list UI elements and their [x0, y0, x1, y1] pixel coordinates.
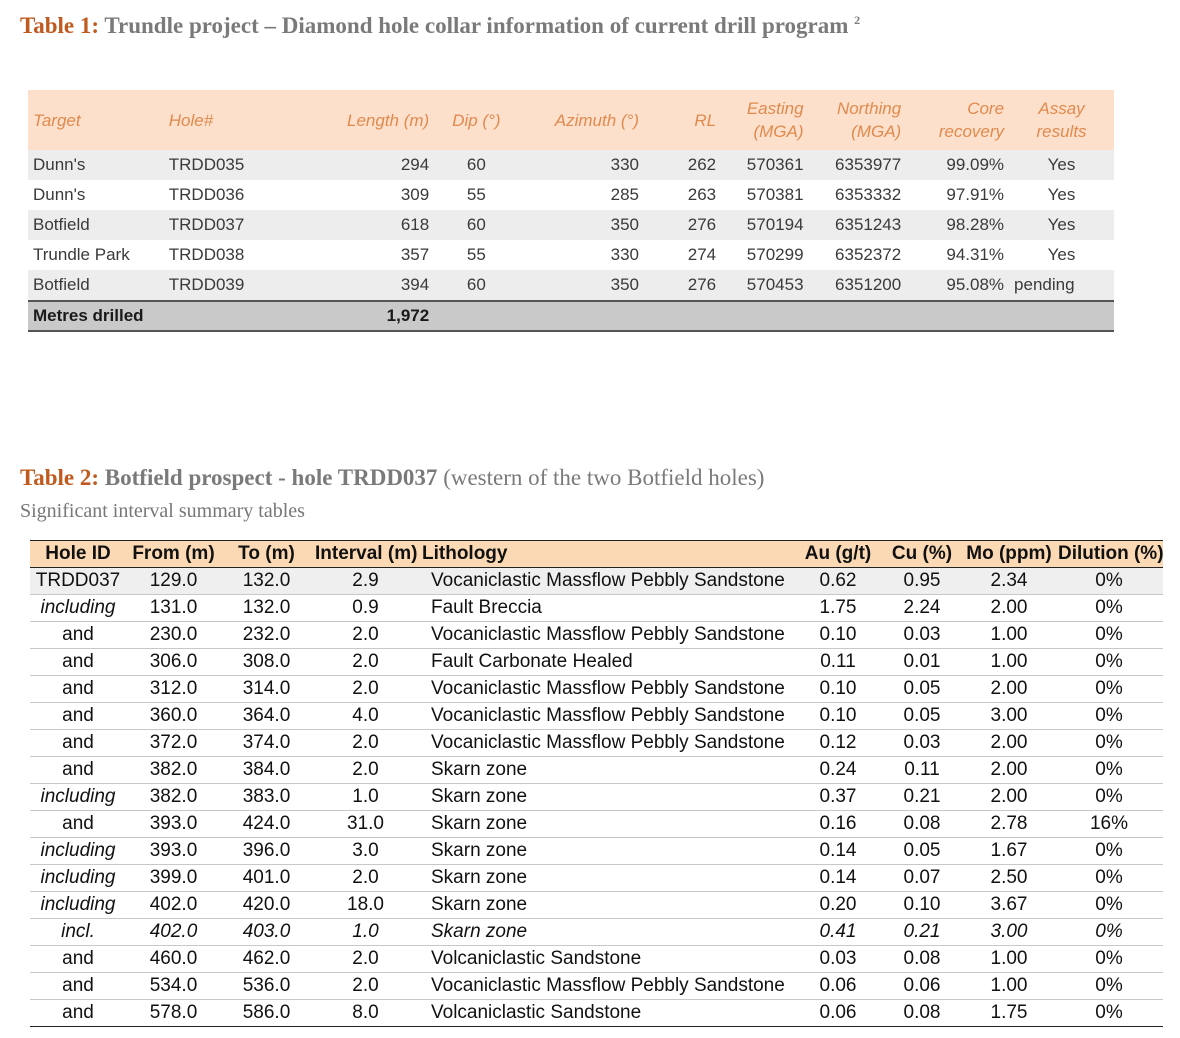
interval-cell: 462.0 — [221, 946, 312, 973]
interval-header-cell: From (m) — [126, 541, 221, 568]
interval-cell: 18.0 — [312, 892, 419, 919]
interval-cell: 2.24 — [881, 595, 963, 622]
interval-cell: 0.12 — [795, 730, 881, 757]
interval-cell: 401.0 — [221, 865, 312, 892]
interval-cell: 132.0 — [221, 595, 312, 622]
interval-cell: Skarn zone — [419, 757, 795, 784]
collar-cell: pending — [1009, 270, 1114, 301]
interval-cell: 0% — [1055, 973, 1163, 1000]
collar-cell: 262 — [644, 150, 721, 180]
table-row — [30, 676, 1163, 703]
interval-cell: 0.16 — [795, 811, 881, 838]
table-row — [28, 210, 1114, 240]
interval-cell: 0.03 — [881, 730, 963, 757]
collar-cell: 95.08% — [906, 270, 1009, 301]
interval-header-row — [30, 541, 1163, 568]
interval-cell: 0.11 — [881, 757, 963, 784]
interval-cell: 0.41 — [795, 919, 881, 946]
collar-cell: TRDD037 — [164, 210, 287, 240]
interval-cell: and — [30, 730, 126, 757]
interval-cell: 312.0 — [126, 676, 221, 703]
interval-cell: 2.0 — [312, 676, 419, 703]
table-row — [30, 919, 1163, 946]
collar-header-cell: Target — [28, 90, 164, 150]
interval-cell: 0% — [1055, 757, 1163, 784]
collar-cell: 6351243 — [809, 210, 907, 240]
interval-cell: 1.0 — [312, 919, 419, 946]
interval-cell: 8.0 — [312, 1000, 419, 1027]
collar-header-cell: Hole# — [164, 90, 287, 150]
interval-header-cell: Lithology — [419, 541, 795, 568]
interval-cell: 16% — [1055, 811, 1163, 838]
interval-cell: 2.00 — [963, 676, 1055, 703]
interval-cell: 374.0 — [221, 730, 312, 757]
interval-header-cell: Mo (ppm) — [963, 541, 1055, 568]
collar-cell: 55 — [466, 185, 486, 204]
interval-cell: 0% — [1055, 1000, 1163, 1027]
collar-cell: 309 — [400, 185, 430, 204]
interval-cell: 1.00 — [963, 946, 1055, 973]
interval-cell: 382.0 — [126, 757, 221, 784]
collar-header-cell: RL — [644, 90, 721, 150]
interval-cell: 0% — [1055, 919, 1163, 946]
interval-cell: 2.34 — [963, 568, 1055, 595]
interval-cell: 4.0 — [312, 703, 419, 730]
interval-cell: 0% — [1055, 649, 1163, 676]
interval-cell: Vocaniclastic Massflow Pebbly Sandstone — [419, 622, 795, 649]
table-row — [28, 180, 1114, 210]
collar-cell: Dunn's — [28, 150, 164, 180]
interval-cell: 0% — [1055, 946, 1163, 973]
interval-cell: 0.08 — [881, 946, 963, 973]
interval-cell: and — [30, 973, 126, 1000]
collar-cell: Dunn's — [33, 185, 86, 204]
interval-cell: 578.0 — [126, 1000, 221, 1027]
interval-cell: 2.00 — [963, 784, 1055, 811]
interval-cell: 396.0 — [221, 838, 312, 865]
table1-title-text: Trundle project – Diamond hole collar information of current drill program — [104, 13, 849, 38]
interval-cell: 0.10 — [795, 622, 881, 649]
interval-cell: 2.0 — [312, 622, 419, 649]
interval-cell: Volcaniclastic Sandstone — [419, 946, 795, 973]
interval-cell: 0.62 — [795, 568, 881, 595]
interval-cell: 0.14 — [795, 838, 881, 865]
interval-cell: 424.0 — [221, 811, 312, 838]
interval-cell: Skarn zone — [419, 838, 795, 865]
collar-cell: TRDD036 — [168, 185, 245, 204]
table-row — [30, 622, 1163, 649]
interval-header-cell: Cu (%) — [881, 541, 963, 568]
interval-cell: including — [30, 892, 126, 919]
collar-cell: 6351200 — [809, 270, 907, 301]
interval-cell: 0% — [1055, 838, 1163, 865]
interval-cell: and — [30, 757, 126, 784]
interval-cell: 0% — [1055, 730, 1163, 757]
interval-cell: 3.67 — [963, 892, 1055, 919]
table-row — [28, 270, 1114, 301]
collar-cell: 274 — [687, 245, 717, 264]
interval-cell: Fault Carbonate Healed — [419, 649, 795, 676]
interval-header-cell: To (m) — [221, 541, 312, 568]
total-label: Metres drilled — [28, 301, 287, 331]
collar-header-cell: Assay results — [1009, 90, 1114, 150]
collar-cell: 294 — [287, 150, 434, 180]
interval-cell: 2.78 — [963, 811, 1055, 838]
interval-cell: 3.00 — [963, 919, 1055, 946]
total-row — [28, 301, 1114, 331]
collar-cell: TRDD038 — [168, 245, 245, 264]
interval-cell: and — [30, 1000, 126, 1027]
table-row — [30, 865, 1163, 892]
interval-cell: 0.06 — [795, 973, 881, 1000]
collar-cell: 276 — [644, 270, 721, 301]
interval-cell: 2.00 — [963, 595, 1055, 622]
interval-cell: and — [30, 649, 126, 676]
collar-cell: 263 — [687, 185, 717, 204]
collar-cell: Botfield — [28, 210, 164, 240]
interval-cell: 2.0 — [312, 865, 419, 892]
interval-cell: 403.0 — [221, 919, 312, 946]
interval-cell: Skarn zone — [419, 784, 795, 811]
interval-cell: 0.37 — [795, 784, 881, 811]
table-row — [28, 150, 1114, 180]
collar-cell: 285 — [610, 185, 639, 204]
interval-cell: 232.0 — [221, 622, 312, 649]
collar-cell: Yes — [1009, 210, 1114, 240]
interval-cell: and — [30, 676, 126, 703]
table2-label: Table 2: — [20, 465, 100, 490]
interval-cell: 31.0 — [312, 811, 419, 838]
interval-cell: Skarn zone — [419, 892, 795, 919]
interval-cell: 0.01 — [881, 649, 963, 676]
interval-cell: 393.0 — [126, 811, 221, 838]
collar-cell: 350 — [519, 270, 644, 301]
interval-cell: 0% — [1055, 595, 1163, 622]
table-row — [30, 568, 1163, 595]
collar-cell: Yes — [1009, 150, 1114, 180]
table-row — [30, 946, 1163, 973]
interval-cell: 2.0 — [312, 649, 419, 676]
interval-cell: 0.10 — [881, 892, 963, 919]
collar-cell: 570361 — [721, 150, 808, 180]
collar-cell: Yes — [1047, 245, 1076, 264]
collar-cell: 6352372 — [835, 245, 902, 264]
table-row — [30, 784, 1163, 811]
collar-header-cell: Core recovery — [906, 90, 1009, 150]
interval-cell: 0% — [1055, 865, 1163, 892]
interval-cell: 2.0 — [312, 730, 419, 757]
table-row — [30, 649, 1163, 676]
interval-cell: 314.0 — [221, 676, 312, 703]
interval-cell: 364.0 — [221, 703, 312, 730]
interval-cell: 534.0 — [126, 973, 221, 1000]
table1-title — [20, 7, 980, 39]
interval-cell: 1.00 — [963, 649, 1055, 676]
interval-cell: 0.03 — [881, 622, 963, 649]
interval-cell: 0.05 — [881, 838, 963, 865]
interval-cell: 0.10 — [795, 703, 881, 730]
table2-title-text: Botfield prospect - hole TRDD037 — [104, 465, 438, 490]
collar-cell: 99.09% — [906, 150, 1009, 180]
interval-cell: 0% — [1055, 892, 1163, 919]
interval-cell: Skarn zone — [419, 865, 795, 892]
interval-cell: 230.0 — [126, 622, 221, 649]
interval-cell: Volcaniclastic Sandstone — [419, 1000, 795, 1027]
interval-cell: 132.0 — [221, 568, 312, 595]
collar-cell: 6353977 — [809, 150, 907, 180]
interval-cell: 0.24 — [795, 757, 881, 784]
interval-cell: 308.0 — [221, 649, 312, 676]
table2-title-note: (western of the two Botfield holes) — [443, 465, 765, 490]
interval-cell: including — [30, 595, 126, 622]
collar-cell: Botfield — [28, 270, 164, 301]
interval-cell: 0% — [1055, 568, 1163, 595]
interval-cell: 131.0 — [126, 595, 221, 622]
interval-cell: 420.0 — [221, 892, 312, 919]
interval-cell: 3.00 — [963, 703, 1055, 730]
interval-cell: 2.0 — [312, 757, 419, 784]
table1-label: Table 1: — [20, 13, 100, 38]
interval-cell: 0% — [1055, 784, 1163, 811]
table1-footnote: 2 — [854, 13, 861, 27]
interval-cell: 0% — [1055, 703, 1163, 730]
interval-cell: 0.95 — [881, 568, 963, 595]
interval-cell: Vocaniclastic Massflow Pebbly Sandstone — [419, 973, 795, 1000]
interval-header-cell: Dilution (%) — [1055, 541, 1163, 568]
interval-cell: 0.03 — [795, 946, 881, 973]
interval-cell: and — [30, 811, 126, 838]
interval-cell: 383.0 — [221, 784, 312, 811]
collar-cell: Trundle Park — [33, 245, 130, 264]
collar-cell: TRDD035 — [164, 150, 287, 180]
table-row — [30, 811, 1163, 838]
interval-cell: Vocaniclastic Massflow Pebbly Sandstone — [419, 676, 795, 703]
collar-cell: 570381 — [746, 185, 804, 204]
interval-cell: 2.9 — [312, 568, 419, 595]
collar-cell: 60 — [434, 210, 518, 240]
interval-cell: 0.08 — [881, 811, 963, 838]
interval-cell: Vocaniclastic Massflow Pebbly Sandstone — [419, 568, 795, 595]
interval-cell: 0.08 — [881, 1000, 963, 1027]
table2-title — [20, 464, 1020, 491]
collar-cell: 570194 — [721, 210, 808, 240]
interval-cell: 372.0 — [126, 730, 221, 757]
table2-subtitle: Significant interval summary tables — [20, 500, 305, 522]
interval-cell: 360.0 — [126, 703, 221, 730]
interval-cell: Skarn zone — [419, 811, 795, 838]
collar-cell: 60 — [434, 270, 518, 301]
interval-cell: and — [30, 622, 126, 649]
interval-cell: 586.0 — [221, 1000, 312, 1027]
interval-cell: incl. — [30, 919, 126, 946]
interval-cell: 1.00 — [963, 622, 1055, 649]
collar-cell: 6353332 — [835, 185, 902, 204]
interval-cell: 2.0 — [312, 973, 419, 1000]
table-row — [30, 703, 1163, 730]
interval-header-cell: Hole ID — [30, 541, 126, 568]
interval-cell: 0.14 — [795, 865, 881, 892]
collar-cell: 570453 — [721, 270, 808, 301]
table-row — [30, 730, 1163, 757]
interval-cell: 1.00 — [963, 973, 1055, 1000]
interval-cell: 0.11 — [795, 649, 881, 676]
collar-cell: 350 — [519, 210, 644, 240]
interval-cell: 0.05 — [881, 676, 963, 703]
interval-cell: 2.0 — [312, 946, 419, 973]
interval-cell: Vocaniclastic Massflow Pebbly Sandstone — [419, 703, 795, 730]
collar-header-cell: Length (m) — [287, 90, 434, 150]
interval-cell: TRDD037 — [30, 568, 126, 595]
interval-cell: 3.0 — [312, 838, 419, 865]
interval-cell: 384.0 — [221, 757, 312, 784]
interval-cell: 1.0 — [312, 784, 419, 811]
interval-table — [30, 540, 1163, 1027]
interval-cell: 460.0 — [126, 946, 221, 973]
interval-cell: 0.05 — [881, 703, 963, 730]
interval-cell: 2.00 — [963, 730, 1055, 757]
table-row — [30, 1000, 1163, 1027]
collar-cell: 618 — [287, 210, 434, 240]
interval-cell: 402.0 — [126, 892, 221, 919]
interval-cell: 0.06 — [881, 973, 963, 1000]
interval-cell: Vocaniclastic Massflow Pebbly Sandstone — [419, 730, 795, 757]
collar-cell: 97.91% — [946, 185, 1005, 204]
interval-cell: 129.0 — [126, 568, 221, 595]
collar-cell: 357 — [400, 245, 430, 264]
collar-cell: TRDD039 — [164, 270, 287, 301]
interval-cell: 0.21 — [881, 784, 963, 811]
interval-cell: 0% — [1055, 676, 1163, 703]
interval-cell: and — [30, 946, 126, 973]
collar-table — [28, 90, 1114, 332]
interval-cell: including — [30, 838, 126, 865]
interval-cell: Fault Breccia — [419, 595, 795, 622]
collar-header-cell: Azimuth (°) — [519, 90, 644, 150]
table-row — [30, 892, 1163, 919]
interval-cell: 0.06 — [795, 1000, 881, 1027]
interval-cell: 1.67 — [963, 838, 1055, 865]
interval-cell: Skarn zone — [419, 919, 795, 946]
collar-cell: 330 — [519, 150, 644, 180]
interval-cell: 306.0 — [126, 649, 221, 676]
interval-cell: 0.07 — [881, 865, 963, 892]
interval-cell: 393.0 — [126, 838, 221, 865]
collar-cell: 94.31% — [946, 245, 1005, 264]
interval-cell: 0.10 — [795, 676, 881, 703]
interval-cell: 0.20 — [795, 892, 881, 919]
collar-cell: 55 — [466, 245, 486, 264]
collar-cell: 98.28% — [906, 210, 1009, 240]
interval-cell: 2.00 — [963, 757, 1055, 784]
collar-cell: 276 — [644, 210, 721, 240]
collar-header-row — [28, 90, 1114, 150]
collar-cell: 60 — [434, 150, 518, 180]
interval-cell: 382.0 — [126, 784, 221, 811]
interval-cell: 2.50 — [963, 865, 1055, 892]
collar-header-cell: Easting (MGA) — [721, 90, 808, 150]
collar-cell: 394 — [287, 270, 434, 301]
interval-cell: including — [30, 865, 126, 892]
collar-cell: 330 — [610, 245, 639, 264]
interval-cell: including — [30, 784, 126, 811]
table-row — [30, 838, 1163, 865]
interval-cell: 1.75 — [795, 595, 881, 622]
interval-cell: 536.0 — [221, 973, 312, 1000]
interval-cell: and — [30, 703, 126, 730]
interval-cell: 0% — [1055, 622, 1163, 649]
interval-cell: 402.0 — [126, 919, 221, 946]
total-value: 1,972 — [287, 301, 434, 331]
table-row — [28, 240, 1114, 270]
collar-cell: 570299 — [746, 245, 804, 264]
collar-header-cell: Northing (MGA) — [809, 90, 907, 150]
interval-header-cell: Interval (m) — [312, 541, 419, 568]
interval-header-cell: Au (g/t) — [795, 541, 881, 568]
table-row — [30, 757, 1163, 784]
interval-cell: 399.0 — [126, 865, 221, 892]
table-row — [30, 595, 1163, 622]
interval-cell: 1.75 — [963, 1000, 1055, 1027]
collar-cell: Yes — [1047, 185, 1076, 204]
interval-cell: 0.21 — [881, 919, 963, 946]
collar-header-cell: Dip (°) — [434, 90, 518, 150]
interval-cell: 0.9 — [312, 595, 419, 622]
table-row — [30, 973, 1163, 1000]
